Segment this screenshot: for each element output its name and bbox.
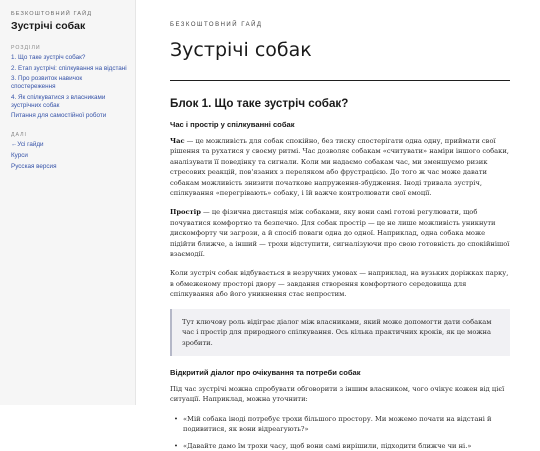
list-item-text: «Мій собака іноді потребує трохи більшого простору. Ми можемо почати на відстані й подивитися, як вони відреагують?» <box>183 414 492 434</box>
sidebar-title[interactable]: Зустрічі собак <box>11 20 86 32</box>
block-heading: Блок 1. Що таке зустріч собак? <box>170 97 349 110</box>
sidebar-kicker: БЕЗКОШТОВНИЙ ГАЙД <box>11 11 93 17</box>
main-content <box>136 0 540 450</box>
page-kicker: БЕЗКОШТОВНИЙ ГАЙД <box>170 22 263 28</box>
sidebar <box>0 0 136 405</box>
title-divider <box>170 80 510 81</box>
sidebar-more-heading: ДАЛІ <box>11 132 27 139</box>
sidebar-link-section-1[interactable]: 1. Що таке зустріч собак? <box>11 54 86 61</box>
subheading-time-space: Час і простір у спілкуванні собак <box>170 120 295 129</box>
subheading-dialogue: Відкритий діалог про очікування та потреби собак <box>170 367 361 377</box>
sidebar-link-questions[interactable]: Питання для самостійної роботи <box>11 112 107 120</box>
sidebar-link-section-4[interactable]: 4. Як спілкуватися з власниками зустрічних собак <box>11 93 106 109</box>
paragraph-time-text: — це можливість для собак спокійно, без тиску спостерігати одна одну, приймати свої рішення та рухатися у своєму ритмі. Час дозволяє собакам «считувати» наміри іншого собаки, аналізувати її поведінку та сигнали. Коли ми надаємо собакам час, ми зменшуємо ризик стресових реакцій, пов'язаних з переляком або фрустрацією. До того ж час може давати собакам можливість знизити початкове напруження-збудження. Іноді тривала зустріч, спілкування «перегрівають» собаку, і їй важче контролювати свої емоції. <box>170 137 509 198</box>
sidebar-link-courses[interactable]: Курси <box>11 151 28 159</box>
paragraph-conditions: Коли зустріч собак відбувається в незручних умовах — наприклад, на вузьких доріжках парку, в обмеженому просторі двору — завдання створення комфортного середовища для спілкування або його уникнення стає непростим. <box>170 269 509 299</box>
example-phrases-list <box>170 414 510 451</box>
paragraph-dialogue: Під час зустрічі можна спробувати обговорити з іншим власником, чого очікує кожен від цієї ситуації. Наприклад, можна уточнити: <box>170 384 505 404</box>
sidebar-link-section-3[interactable]: 3. Про розвиток навичок спостереження <box>11 75 83 91</box>
bullet-icon: • <box>174 441 178 450</box>
sidebar-link-all-guides[interactable]: ←Усі гайди <box>11 141 44 149</box>
sidebar-sections-list <box>11 54 127 120</box>
callout-quote: Тут ключову роль відіграє діалог між власниками, який може допомогти дати собакам час і простір для природного спілкування. Ось кілька практичних кроків, як це можна зробити. <box>170 309 510 356</box>
paragraph-space <box>170 207 510 259</box>
paragraph-space-text: — це фізична дистанція між собаками, яку вони самі готові регулювати, щоб почуватися комфортно та безпечно. Для собак простір — це не лише можливість уникнути дискомфорту чи загрози, а й спосіб поваги одна до одної. Наприклад, одна собака може підійти ближче, а інший — трохи відступити, сигналізуючи про свою готовність до спокійнішої взаємодії. <box>170 208 510 259</box>
term-time: Час <box>170 137 185 145</box>
page-title: Зустрічі собак <box>170 39 312 61</box>
paragraph-time <box>170 136 510 198</box>
bullet-icon: • <box>174 414 178 423</box>
sidebar-more-list <box>11 141 127 170</box>
list-item-text: «Давайте дамо їм трохи часу, щоб вони самі вирішили, підходити ближче чи ні.» <box>183 441 472 450</box>
sidebar-link-russian-version[interactable]: Русская версия <box>11 162 57 170</box>
sidebar-sections-heading: РОЗДІЛИ <box>11 45 41 51</box>
list-item <box>174 441 510 451</box>
sidebar-link-section-2[interactable]: 2. Етап зустрічі: спілкування на відстані <box>11 64 127 72</box>
list-item <box>174 414 510 435</box>
term-space: Простір <box>170 208 201 217</box>
